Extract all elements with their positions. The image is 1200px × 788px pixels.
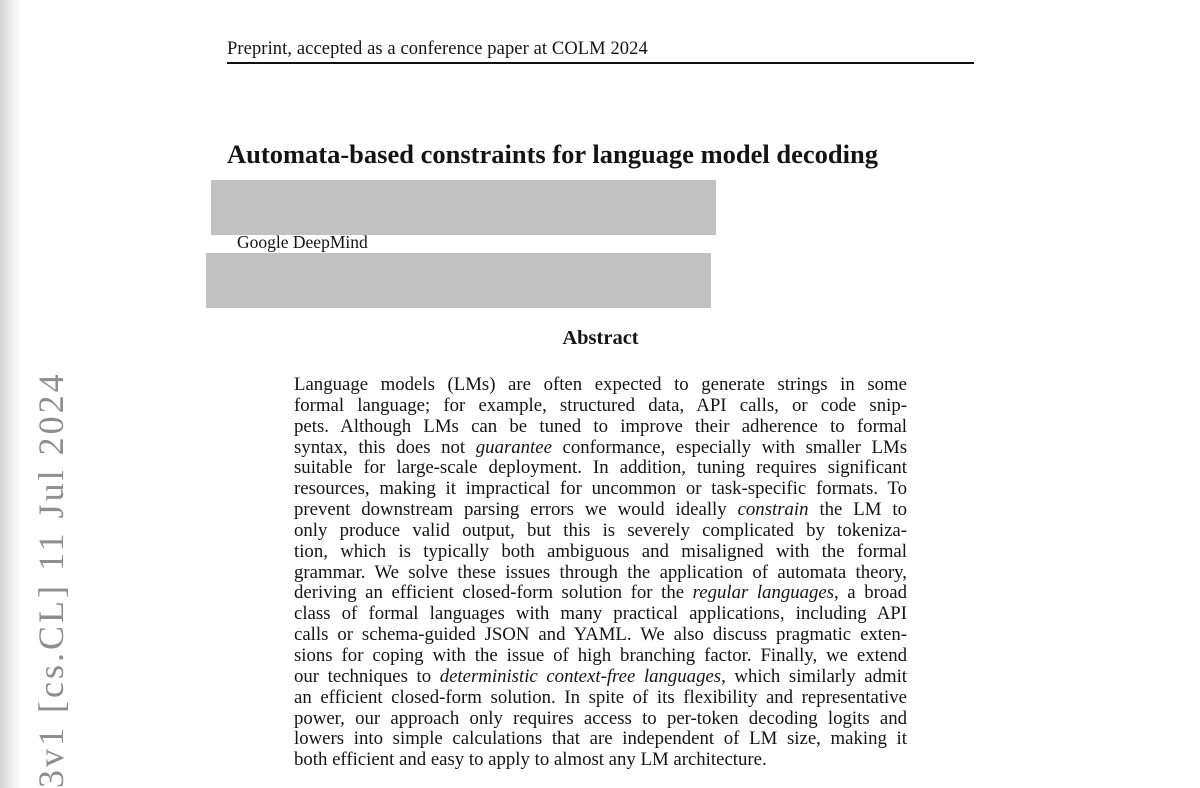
abstract-text: syntax, this does not (294, 436, 476, 458)
abstract-text: class of formal languages with many practical applications, including API (294, 603, 907, 625)
abstract-line (294, 688, 907, 709)
abstract-line (294, 709, 907, 730)
abstract-line (294, 417, 907, 438)
abstract-text: only produce valid output, but this is severely complicated by tokeniza- (294, 519, 907, 541)
abstract-text: lowers into simple calculations that are independent of LM size, making it (294, 728, 907, 750)
author-affiliation: Google DeepMind (237, 232, 368, 252)
abstract-text: tion, which is typically both ambiguous and misaligned with the formal (294, 540, 907, 562)
abstract-text: conformance, especially with smaller LMs (551, 436, 907, 458)
abstract-emphasis: constrain (737, 499, 809, 521)
abstract-text: both efficient and easy to apply to almost any LM architecture. (294, 749, 767, 771)
abstract-line (294, 563, 907, 584)
abstract-line (294, 667, 907, 688)
abstract-line (294, 729, 907, 750)
abstract-line (294, 625, 907, 646)
abstract-line (294, 646, 907, 667)
abstract-line (294, 479, 907, 500)
abstract-text: grammar. We solve these issues through the application of automata theory, (294, 561, 907, 583)
abstract-text: an efficient closed-form solution. In spite of its flexibility and representative (294, 686, 907, 708)
abstract-emphasis: regular languages (692, 582, 835, 604)
abstract-line (294, 604, 907, 625)
abstract-body (294, 375, 907, 771)
arxiv-identifier-stamp: 3v1 [cs.CL] 11 Jul 2024 (31, 371, 71, 788)
abstract-line (294, 750, 907, 771)
abstract-emphasis: guarantee (475, 436, 552, 458)
abstract-emphasis: deterministic context-free languages (439, 665, 722, 687)
abstract-line (294, 583, 907, 604)
abstract-text: deriving an efficient closed-form solution for the (294, 582, 693, 604)
abstract-line (294, 438, 907, 459)
abstract-line (294, 500, 907, 521)
paper-title: Automata-based constraints for language model decoding (227, 139, 878, 169)
abstract-text: prevent downstream parsing errors we would ideally (294, 499, 738, 521)
abstract-line (294, 375, 907, 396)
abstract-text: sions for coping with the issue of high branching factor. Finally, we extend (294, 644, 907, 666)
header-rule (227, 62, 974, 64)
running-head: Preprint, accepted as a conference paper at COLM 2024 (227, 39, 648, 59)
abstract-text: our techniques to (294, 665, 440, 687)
abstract-text: the LM to (808, 499, 908, 521)
redacted-authors-block (211, 180, 716, 235)
abstract-text: Language models (LMs) are often expected to generate strings in some (294, 374, 907, 395)
abstract-text: , which similarly admit (721, 665, 908, 687)
redacted-contact-block (206, 253, 711, 308)
abstract-text: suitable for large-scale deployment. In addition, tuning requires significant (294, 457, 907, 479)
abstract-text: formal language; for example, structured data, API calls, or code snip- (294, 394, 907, 416)
abstract-line (294, 458, 907, 479)
abstract-text: resources, making it impractical for uncommon or task-specific formats. To (294, 478, 907, 500)
abstract-heading: Abstract (562, 327, 639, 349)
abstract-text: , a broad (834, 582, 907, 604)
abstract-text: calls or schema-guided JSON and YAML. We also discuss pragmatic exten- (294, 624, 907, 646)
abstract-line (294, 521, 907, 542)
abstract-text: power, our approach only requires access to per-token decoding logits and (294, 707, 907, 729)
abstract-line (294, 542, 907, 563)
abstract-line (294, 396, 907, 417)
abstract-text: pets. Although LMs can be tuned to improve their adherence to formal (294, 415, 907, 437)
